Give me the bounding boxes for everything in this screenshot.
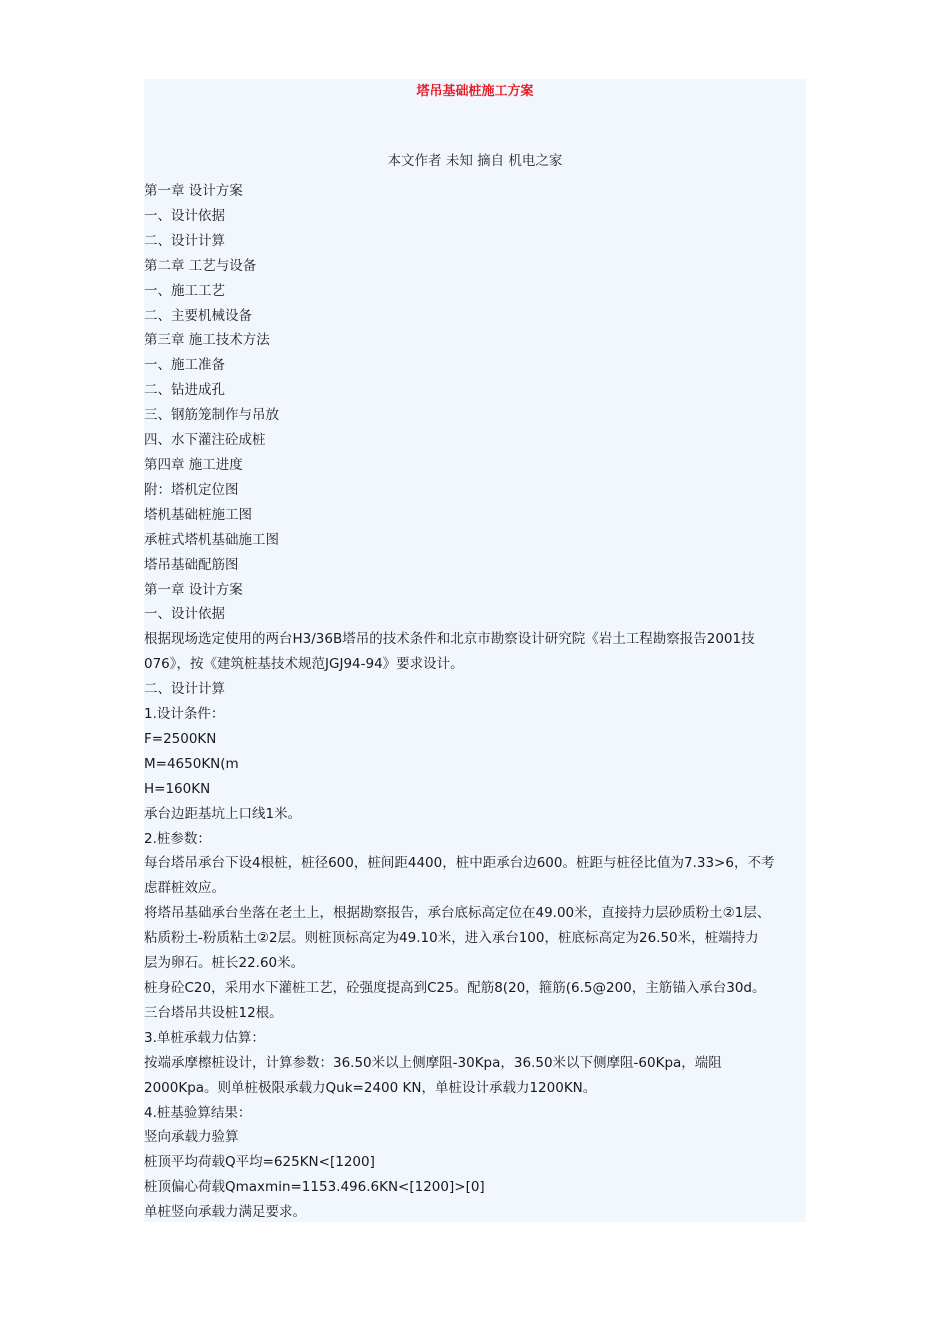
document-title: 塔吊基础桩施工方案 (416, 84, 534, 99)
document-line: 竖向承载力验算 (144, 1129, 239, 1146)
document-line: 虑群桩效应。 (144, 880, 225, 897)
author-line: 本文作者 未知 摘自 机电之家 (387, 153, 563, 169)
document-line: 第一章 设计方案 (144, 183, 243, 199)
document-line: 桩顶偏心荷载Qmaxmin=1153.496.6KN<[1200]>[0] (144, 1179, 485, 1196)
document-line: 三台塔吊共设桩12根。 (144, 1004, 283, 1021)
document-line: 第二章 工艺与设备 (144, 257, 257, 274)
document-line: M=4650KN(m (144, 755, 239, 772)
document-line: F=2500KN (144, 730, 217, 747)
document-body (144, 179, 806, 1225)
document-panel (144, 79, 806, 1222)
document-line: 塔机基础桩施工图 (144, 506, 252, 523)
document-line: 一、设计依据 (144, 207, 225, 224)
document-line: 单桩竖向承载力满足要求。 (144, 1204, 306, 1221)
document-line: 桩顶平均荷载Q平均=625KN<[1200] (144, 1154, 375, 1171)
document-line: 第三章 施工技术方法 (144, 332, 270, 349)
document-line: 3.单桩承载力估算： (144, 1029, 265, 1046)
document-line: H=160KN (144, 780, 211, 797)
document-line: 桩身砼C20，采用水下灌桩工艺，砼强度提高到C25。配筋8(20，箍筋(6.5@200，主筋锚入承台30d。 (144, 980, 766, 996)
document-line: 第一章 设计方案 (144, 581, 243, 598)
document-line: 塔吊基础配筋图 (144, 556, 239, 573)
document-line: 按端承摩檫桩设计，计算参数：36.50米以上侧摩阻-30Kpa，36.50米以下侧摩阻-60Kpa，端阻 (144, 1054, 722, 1071)
document-line: 一、施工准备 (144, 357, 225, 374)
document-line: 一、设计依据 (144, 606, 225, 623)
document-line: 2.桩参数： (144, 830, 211, 847)
document-line: 三、钢筋笼制作与吊放 (144, 407, 279, 424)
document-line: 二、设计计算 (144, 232, 225, 249)
document-line: 076》，按《建筑桩基技术规范JGJ94-94》要求设计。 (144, 656, 464, 673)
document-line: 粘质粉土-粉质粘土②2层。则桩顶标高定为49.10米，进入承台100，桩底标高定为26.50米，桩端持力 (144, 930, 759, 947)
document-line: 将塔吊基础承台坐落在老土上，根据勘察报告，承台底标高定位在49.00米，直接持力层砂质粉土②1层、 (144, 905, 771, 922)
document-line: 二、设计计算 (144, 681, 225, 698)
document-line: 附：塔机定位图 (144, 481, 239, 498)
document-line: 承台边距基坑上口线1米。 (144, 805, 302, 822)
document-line: 层为卵石。桩长22.60米。 (144, 955, 305, 972)
document-line: 2000Kpa。则单桩极限承载力Quk=2400 KN，单桩设计承载力1200KN。 (144, 1079, 597, 1096)
document-line: 4.桩基验算结果： (144, 1104, 252, 1121)
document-line: 承桩式塔机基础施工图 (144, 531, 279, 548)
document-line: 每台塔吊承台下设4根桩，桩径600，桩间距4400，桩中距承台边600。桩距与桩径比值为7.33>6，不考 (144, 855, 775, 872)
document-line: 四、水下灌注砼成桩 (144, 432, 266, 449)
document-line: 二、主要机械设备 (144, 307, 252, 324)
document-line: 二、钻进成孔 (144, 382, 225, 399)
document-line: 第四章 施工进度 (144, 456, 243, 473)
document-line: 一、施工工艺 (144, 282, 225, 299)
document-line: 1.设计条件： (144, 706, 225, 723)
document-line: 根据现场选定使用的两台H3/36B塔吊的技术条件和北京市勘察设计研究院《岩土工程勘察报告2001技 (144, 631, 755, 648)
